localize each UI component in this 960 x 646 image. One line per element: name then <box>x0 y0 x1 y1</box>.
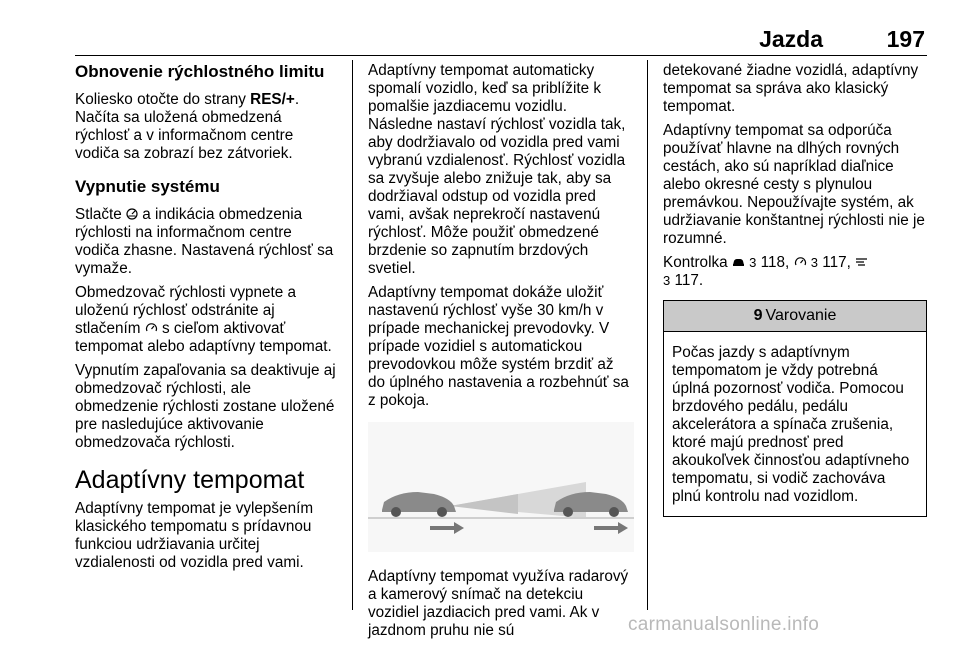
heading-adaptive-cruise: Adaptívny tempomat <box>75 466 305 494</box>
direction-arrow <box>430 522 464 534</box>
text: Stlačte <box>75 206 127 223</box>
heading-speed-restore: Obnovenie rýchlostného limitu <box>75 62 325 81</box>
chapter-title: Jazda <box>759 26 823 52</box>
text: a indikácia obmedzenia rýchlosti na informačnom centre vodiča zhasne. Nastavená rýchlosť sa vymaže. <box>75 206 334 277</box>
warning-title: Varovanie <box>765 307 837 324</box>
adaptive-cruise-icon <box>855 256 868 268</box>
speed-limiter-icon <box>126 208 138 220</box>
page-reference[interactable]: 118, <box>756 254 794 271</box>
paragraph: Adaptívny tempomat automaticky spomalí vozidlo, keď sa priblížite k pomalšie jazdiacemu vozidlu. Následne nastaví rýchlosť vozidla tak, aby dodržiavalo od vozidla pred vami vybranú vzdialenosť. Rýchlosť vozidla sa zvyšuje alebo znižuje tak, aby sa dodržiaval odstup od vozidla pred vami, avšak neprekročí nastavenú rýchlosť. Môže použiť obmedzené brzdenie so zapnutím brzdových svetiel. <box>368 62 626 277</box>
heading-system-off: Vypnutie systému <box>75 177 220 196</box>
page-number: 197 <box>886 26 925 52</box>
column-divider <box>647 60 648 610</box>
vehicle-ahead-icon <box>732 257 745 268</box>
cruise-control-icon <box>794 256 807 268</box>
cruise-control-icon <box>145 322 158 334</box>
warning-icon: 9 <box>753 307 763 324</box>
header-rule <box>75 55 927 56</box>
reference-arrow: 3 <box>749 255 757 270</box>
paragraph: Adaptívny tempomat využíva radarový a kamerový snímač na detekciu vozidiel jazdiacich pred vami. Ak v jazdnom pruhu nie sú <box>368 568 629 639</box>
paragraph: Vypnutím zapaľovania sa deaktivuje aj obmedzovač rýchlosti, ale obmedzenie rýchlosti zostane uložené pre nasledujúce aktivovanie obmedzovača rýchlosti. <box>75 362 336 451</box>
text: Kontrolka <box>663 254 732 271</box>
paragraph: Adaptívny tempomat sa odporúča používať hlavne na dlhých rovných cestách, ako sú napríklad diaľnice alebo okresné cesty s plynulou premávkou. Nepoužívajte systém, ak udržiavanie konštantnej rýchlosti nie je rozumné. <box>663 122 925 247</box>
text: Obmedzovač rýchlosti vypnete a uloženú rýchlosť odstránite aj stlačením <box>75 284 297 337</box>
direction-arrow <box>594 522 628 534</box>
paragraph: detekované žiadne vozidlá, adaptívny tempomat sa správa ako klasický tempomat. <box>663 62 919 115</box>
text: . Načíta sa uložená obmedzená rýchlosť a v informačnom centre vodiča sa zobrazí bez zátvoriek. <box>75 91 300 162</box>
paragraph <box>75 91 337 163</box>
paragraph <box>75 284 337 356</box>
column-middle <box>368 62 634 646</box>
column-left <box>75 62 337 578</box>
control-label: RES/+ <box>250 91 295 108</box>
warning-header <box>664 301 926 332</box>
warning-box <box>663 300 927 517</box>
watermark: carmanualsonline.info <box>628 614 820 635</box>
page-reference[interactable]: 117. <box>670 272 704 289</box>
illustration-graphic <box>368 422 634 552</box>
text: Koliesko otočte do strany <box>75 91 251 108</box>
page-header <box>75 24 927 56</box>
paragraph <box>75 206 337 278</box>
column-divider <box>352 60 353 610</box>
warning-text: Počas jazdy s adaptívnym tempomatom je vždy potrebná úplná pozornosť vodiča. Pomocou brzdového pedálu, pedálu akcelerátora a spínača zrušenia, ktoré majú prednosť pred akoukoľvek činnosťou adaptívneho tempomatu, si vodič zachováva plnú kontrolu nad vozidlom. <box>672 344 910 505</box>
page-reference[interactable]: 117, <box>817 254 856 271</box>
paragraph: Adaptívny tempomat dokáže uložiť nastavenú rýchlosť vyše 30 km/h v prípade mechanickej prevodovky. V prípade vozidiel s automatickou prevodovkou môže systém brzdiť až do úplného nastavenia a rozbehnúť sa z pokoja. <box>368 284 629 409</box>
illustration-adaptive-cruise <box>368 422 634 552</box>
text: s cieľom aktivovať tempomat alebo adaptívny tempomat. <box>75 320 332 355</box>
vehicle-own <box>382 492 456 517</box>
reference-arrow: 3 <box>663 273 671 288</box>
column-right <box>663 62 927 517</box>
reference-arrow: 3 <box>810 255 818 270</box>
paragraph <box>663 254 927 290</box>
paragraph: Adaptívny tempomat je vylepšením klasického tempomatu s prídavnou funkciou udržiavania určitej vzdialenosti od vozidla pred vami. <box>75 500 314 571</box>
